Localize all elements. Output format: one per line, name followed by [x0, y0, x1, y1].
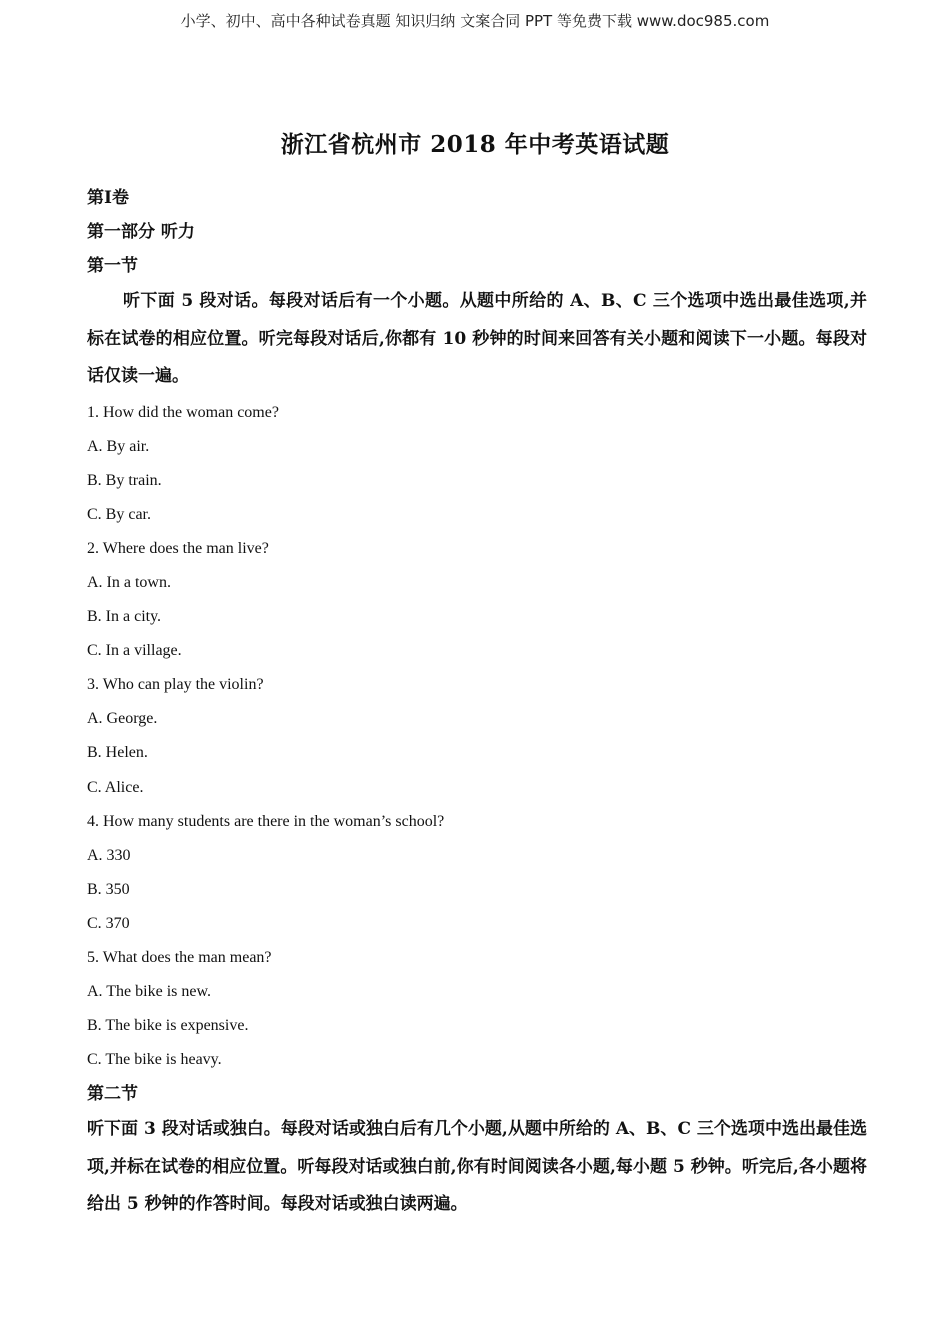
question-1: 1. How did the woman come?	[87, 403, 279, 421]
option-1c: C. By car.	[87, 505, 151, 523]
page-title: 浙江省杭州市 2018 年中考英语试题	[280, 131, 670, 158]
section1-instructions: 听下面 5 段对话。每段对话后有一个小题。从题中所给的 A、B、C 三个选项中选出最佳选项,并标在试卷的相应位置。听完每段对话后,你都有 10 秒钟的时间来回答有关小题和阅读下一小题。每段对话仅读一遍。	[87, 291, 867, 386]
option-3c: C. Alice.	[87, 778, 144, 796]
question-5: 5. What does the man mean?	[87, 949, 272, 966]
option-4b: B. 350	[87, 880, 130, 898]
option-2b: B. In a city.	[87, 608, 162, 626]
question-list	[87, 396, 867, 1078]
option-2a: A. In a town.	[87, 573, 171, 591]
option-5a: A. The bike is new.	[87, 983, 211, 1001]
option-5c: C. The bike is heavy.	[87, 1051, 222, 1069]
header-banner: 小学、初中、高中各种试卷真题 知识归纳 文案合同 PPT 等免费下载 www.doc985.com	[180, 12, 770, 30]
option-2c: C. In a village.	[87, 642, 182, 660]
part-heading: 第一部分 听力	[87, 222, 195, 242]
option-3a: A. George.	[87, 710, 158, 728]
section1-heading: 第一节	[87, 256, 138, 276]
volume-heading: 第Ⅰ卷	[87, 188, 129, 208]
question-3: 3. Who can play the violin?	[87, 676, 264, 694]
option-1a: A. By air.	[87, 437, 150, 455]
question-2: 2. Where does the man live?	[87, 539, 269, 557]
question-4: 4. How many students are there in the woman’s school?	[87, 812, 445, 830]
option-1b: B. By train.	[87, 471, 162, 489]
section2-heading: 第二节	[87, 1084, 138, 1105]
option-5b: B. The bike is expensive.	[87, 1017, 249, 1035]
exam-content	[87, 181, 867, 1224]
option-4c: C. 370	[87, 914, 130, 932]
section2-instructions: 听下面 3 段对话或独白。每段对话或独白后有几个小题,从题中所给的 A、B、C 三个选项中选出最佳选项,并标在试卷的相应位置。听每段对话或独白前,你有时间阅读各小题,每小题 5 秒钟。听完后,各小题将给出 5 秒钟的作答时间。每段对话或独白读两遍。	[87, 1119, 867, 1215]
option-3b: B. Helen.	[87, 744, 148, 762]
option-4a: A. 330	[87, 846, 131, 864]
